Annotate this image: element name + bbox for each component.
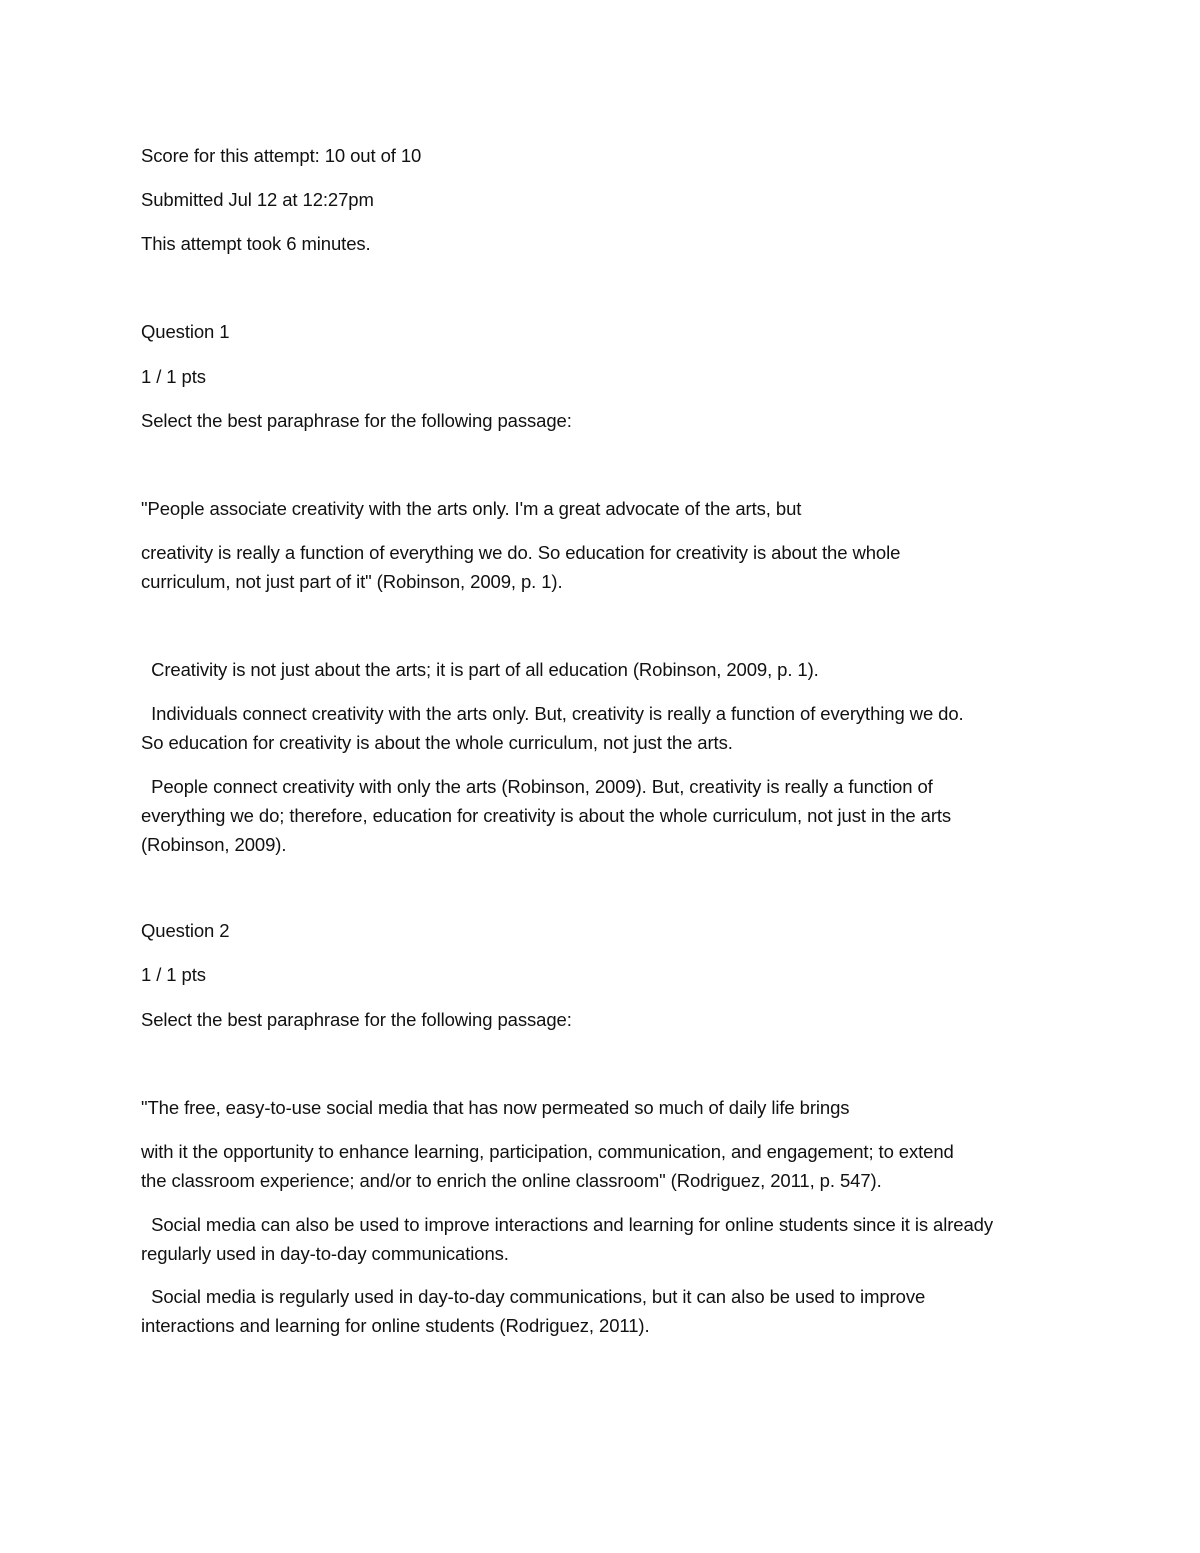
question-1-option-2-continued[interactable]: So education for creativity is about the whole curriculum, not just the arts. [141, 732, 733, 753]
question-1-prompt: Select the best paraphrase for the following passage: [141, 410, 572, 431]
attempt-submitted: Submitted Jul 12 at 12:27pm [141, 189, 374, 210]
question-2-option-2-continued[interactable]: interactions and learning for online students (Rodriguez, 2011). [141, 1315, 650, 1336]
question-2-passage-line: the classroom experience; and/or to enrich the online classroom" (Rodriguez, 2011, p. 547). [141, 1170, 882, 1191]
question-2-prompt: Select the best paraphrase for the following passage: [141, 1009, 572, 1030]
question-1-passage-line: creativity is really a function of everything we do. So education for creativity is about the whole [141, 542, 901, 563]
question-2-points: 1 / 1 pts [141, 964, 206, 985]
attempt-duration: This attempt took 6 minutes. [141, 233, 371, 254]
question-1-option-3-continued[interactable]: everything we do; therefore, education for creativity is about the whole curriculum, not just in the arts [141, 805, 952, 826]
question-2-title: Question 2 [141, 920, 230, 941]
question-1-title: Question 1 [141, 321, 230, 342]
question-1-option-2[interactable]: Individuals connect creativity with the arts only. But, creativity is really a function of everything we do. [151, 703, 964, 724]
question-2-passage-line: with it the opportunity to enhance learning, participation, communication, and engagement; to extend [141, 1141, 954, 1162]
question-1-option-1[interactable]: Creativity is not just about the arts; it is part of all education (Robinson, 2009, p. 1). [151, 659, 819, 680]
question-2-option-1[interactable]: Social media can also be used to improve interactions and learning for online students since it is already [151, 1214, 994, 1235]
question-1-option-3-continued[interactable]: (Robinson, 2009). [141, 834, 287, 855]
attempt-score: Score for this attempt: 10 out of 10 [141, 145, 422, 166]
question-1-points: 1 / 1 pts [141, 366, 206, 387]
question-1-passage-line: "People associate creativity with the arts only. I'm a great advocate of the arts, but [141, 498, 802, 519]
question-1-option-3[interactable]: People connect creativity with only the arts (Robinson, 2009). But, creativity is really a function of [151, 776, 933, 797]
question-1-passage-line: curriculum, not just part of it" (Robinson, 2009, p. 1). [141, 571, 563, 592]
question-2-option-1-continued[interactable]: regularly used in day-to-day communications. [141, 1243, 509, 1264]
question-2-option-2[interactable]: Social media is regularly used in day-to-day communications, but it can also be used to improve [151, 1286, 926, 1307]
question-2-passage-line: "The free, easy-to-use social media that has now permeated so much of daily life brings [141, 1097, 850, 1118]
